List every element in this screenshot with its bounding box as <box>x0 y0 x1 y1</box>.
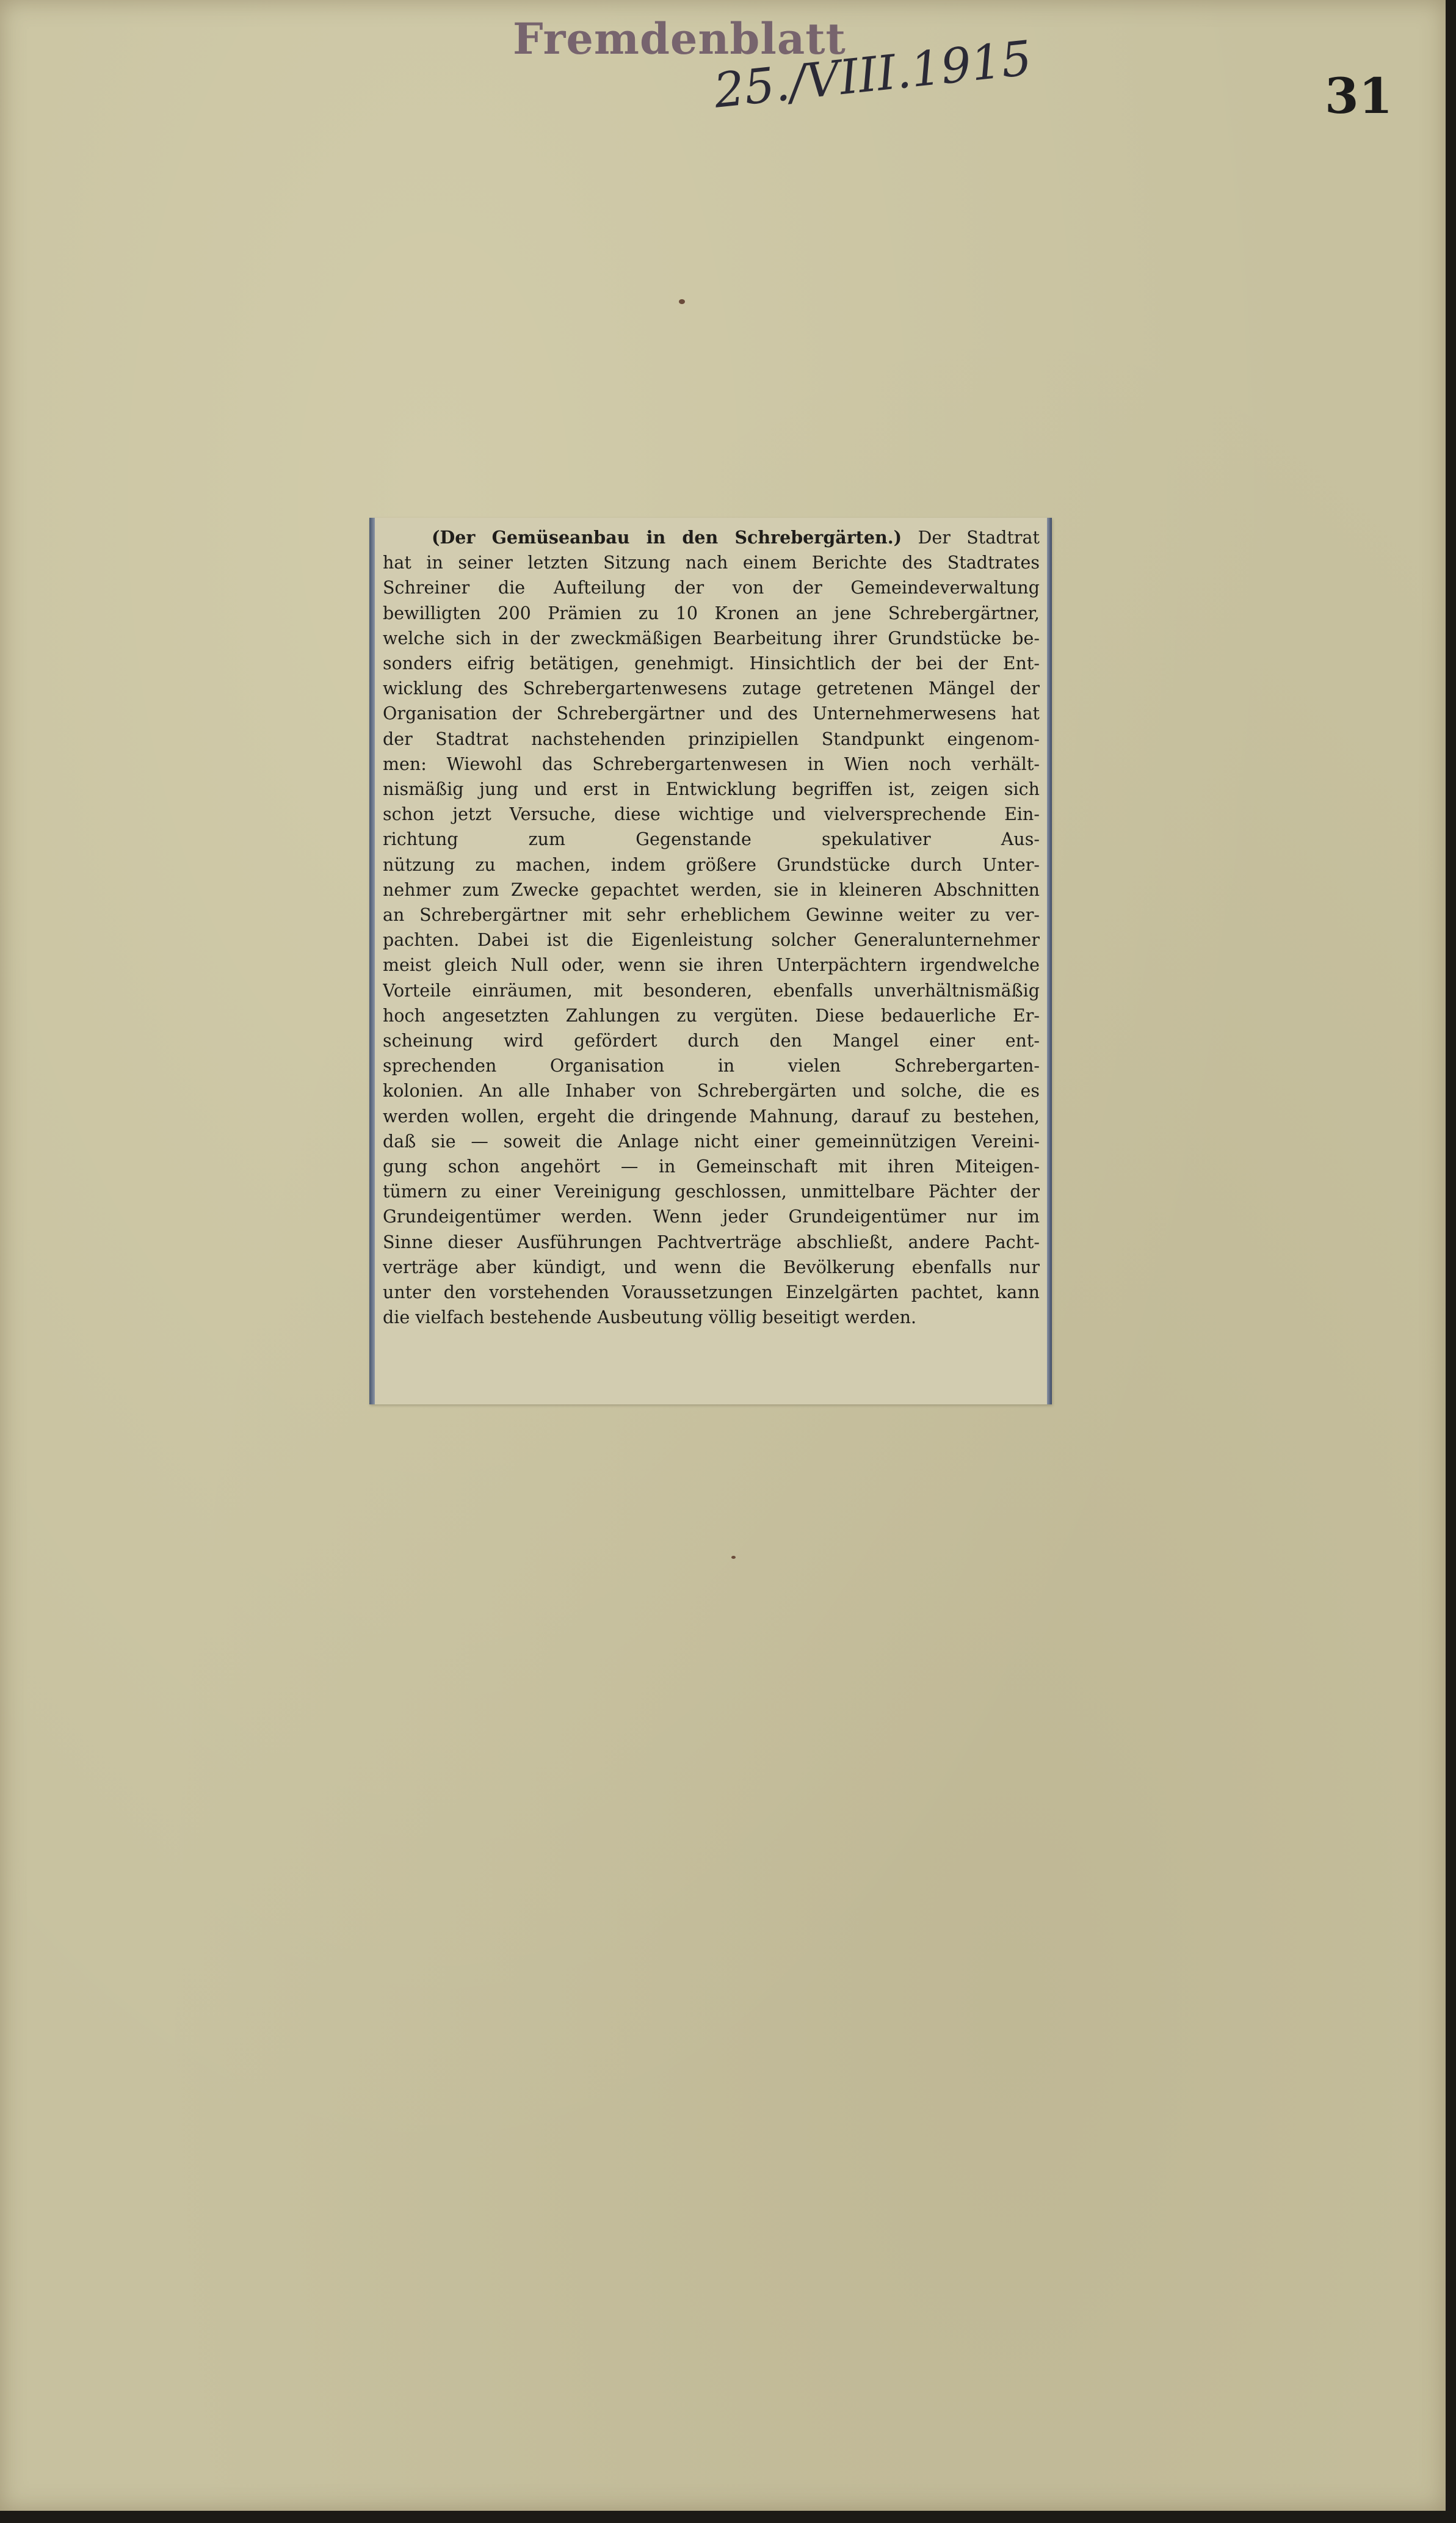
article-line: men: Wiewohl das Schrebergartenwesen in Wien noch verhält- <box>383 753 1040 774</box>
article-body <box>383 525 1040 1330</box>
article-line: daß sie — soweit die Anlage nicht einer gemeinnützigen Vereini- <box>383 1131 1040 1152</box>
article-line: die vielfach bestehende Ausbeutung völlig beseitigt werden. <box>383 1307 917 1328</box>
article-line: bewilligten 200 Prämien zu 10 Kronen an jene Schrebergärtner, <box>383 603 1040 623</box>
article-line: scheinung wird gefördert durch den Mangel einer ent- <box>383 1031 1040 1051</box>
clipping-left-edge <box>369 518 375 1404</box>
article-line: an Schrebergärtner mit sehr erheblichem Gewinne weiter zu ver- <box>383 905 1040 926</box>
article-line: Organisation der Schrebergärtner und des Unternehmerwesens hat <box>383 703 1040 724</box>
paper-speck <box>731 1556 736 1559</box>
article-headline: (Der Gemüseanbau in den Schrebergärten.) <box>432 527 902 548</box>
article-line: Grundeigentümer werden. Wenn jeder Grundeigentümer nur im <box>383 1207 1040 1227</box>
article-line: nismäßig jung und erst in Entwicklung begriffen ist, zeigen sich <box>383 779 1040 800</box>
article-line: nehmer zum Zwecke gepachtet werden, sie in kleineren Abschnitten <box>383 879 1040 900</box>
article-line: schon jetzt Versuche, diese wichtige und vielversprechende Ein- <box>383 804 1040 825</box>
article-line: sprechenden Organisation in vielen Schrebergarten- <box>383 1056 1040 1076</box>
article-line: nützung zu machen, indem größere Grundstücke durch Unter- <box>383 854 1040 875</box>
paper-speck <box>679 299 685 304</box>
article-line: verträge aber kündigt, und wenn die Bevölkerung ebenfalls nur <box>383 1257 1040 1277</box>
article-line: wicklung des Schrebergartenwesens zutage getretenen Mängel der <box>383 678 1040 699</box>
article-line: gung schon angehört — in Gemeinschaft mit ihren Miteigen- <box>383 1156 1040 1177</box>
newspaper-stamp: Fremdenblatt <box>513 13 846 64</box>
article-line-text: Der Stadtrat <box>918 528 1040 548</box>
newspaper-clipping <box>369 518 1052 1404</box>
article-line <box>383 525 1040 550</box>
article-line: tümern zu einer Vereinigung geschlossen, unmittelbare Pächter der <box>383 1182 1040 1202</box>
article-line: Sinne dieser Ausführungen Pachtverträge abschließt, andere Pacht- <box>383 1232 1040 1252</box>
article-line: der Stadtrat nachstehenden prinzipiellen Standpunkt eingenom- <box>383 728 1040 749</box>
handwritten-date: 25./VIII.1915 <box>711 31 1035 119</box>
article-line: hat in seiner letzten Sitzung nach einem Berichte des Stadtrates <box>383 553 1040 573</box>
article-line: meist gleich Null oder, wenn sie ihren Unterpächtern irgendwelche <box>383 955 1040 976</box>
article-line: welche sich in der zweckmäßigen Bearbeitung ihrer Grundstücke be- <box>383 628 1040 648</box>
article-line: unter den vorstehenden Voraussetzungen Einzelgärten pachtet, kann <box>383 1282 1040 1303</box>
article-line: sonders eifrig betätigen, genehmigt. Hinsichtlich der bei der Ent- <box>383 653 1040 674</box>
article-line: Schreiner die Aufteilung der von der Gemeindeverwaltung <box>383 578 1040 598</box>
article-line: richtung zum Gegenstande spekulativer Aus- <box>383 829 1040 850</box>
article-line: hoch angesetzten Zahlungen zu vergüten. Diese bedauerliche Er- <box>383 1005 1040 1026</box>
clipping-right-edge <box>1047 518 1052 1404</box>
article-line: kolonien. An alle Inhaber von Schrebergärten und solche, die es <box>383 1081 1040 1102</box>
article-line: pachten. Dabei ist die Eigenleistung solcher Generalunternehmer <box>383 930 1040 951</box>
article-line: Vorteile einräumen, mit besonderen, ebenfalls unverhältnismäßig <box>383 980 1040 1001</box>
article-line: werden wollen, ergeht die dringende Mahnung, darauf zu bestehen, <box>383 1106 1040 1127</box>
page-number: 31 <box>1325 67 1393 125</box>
